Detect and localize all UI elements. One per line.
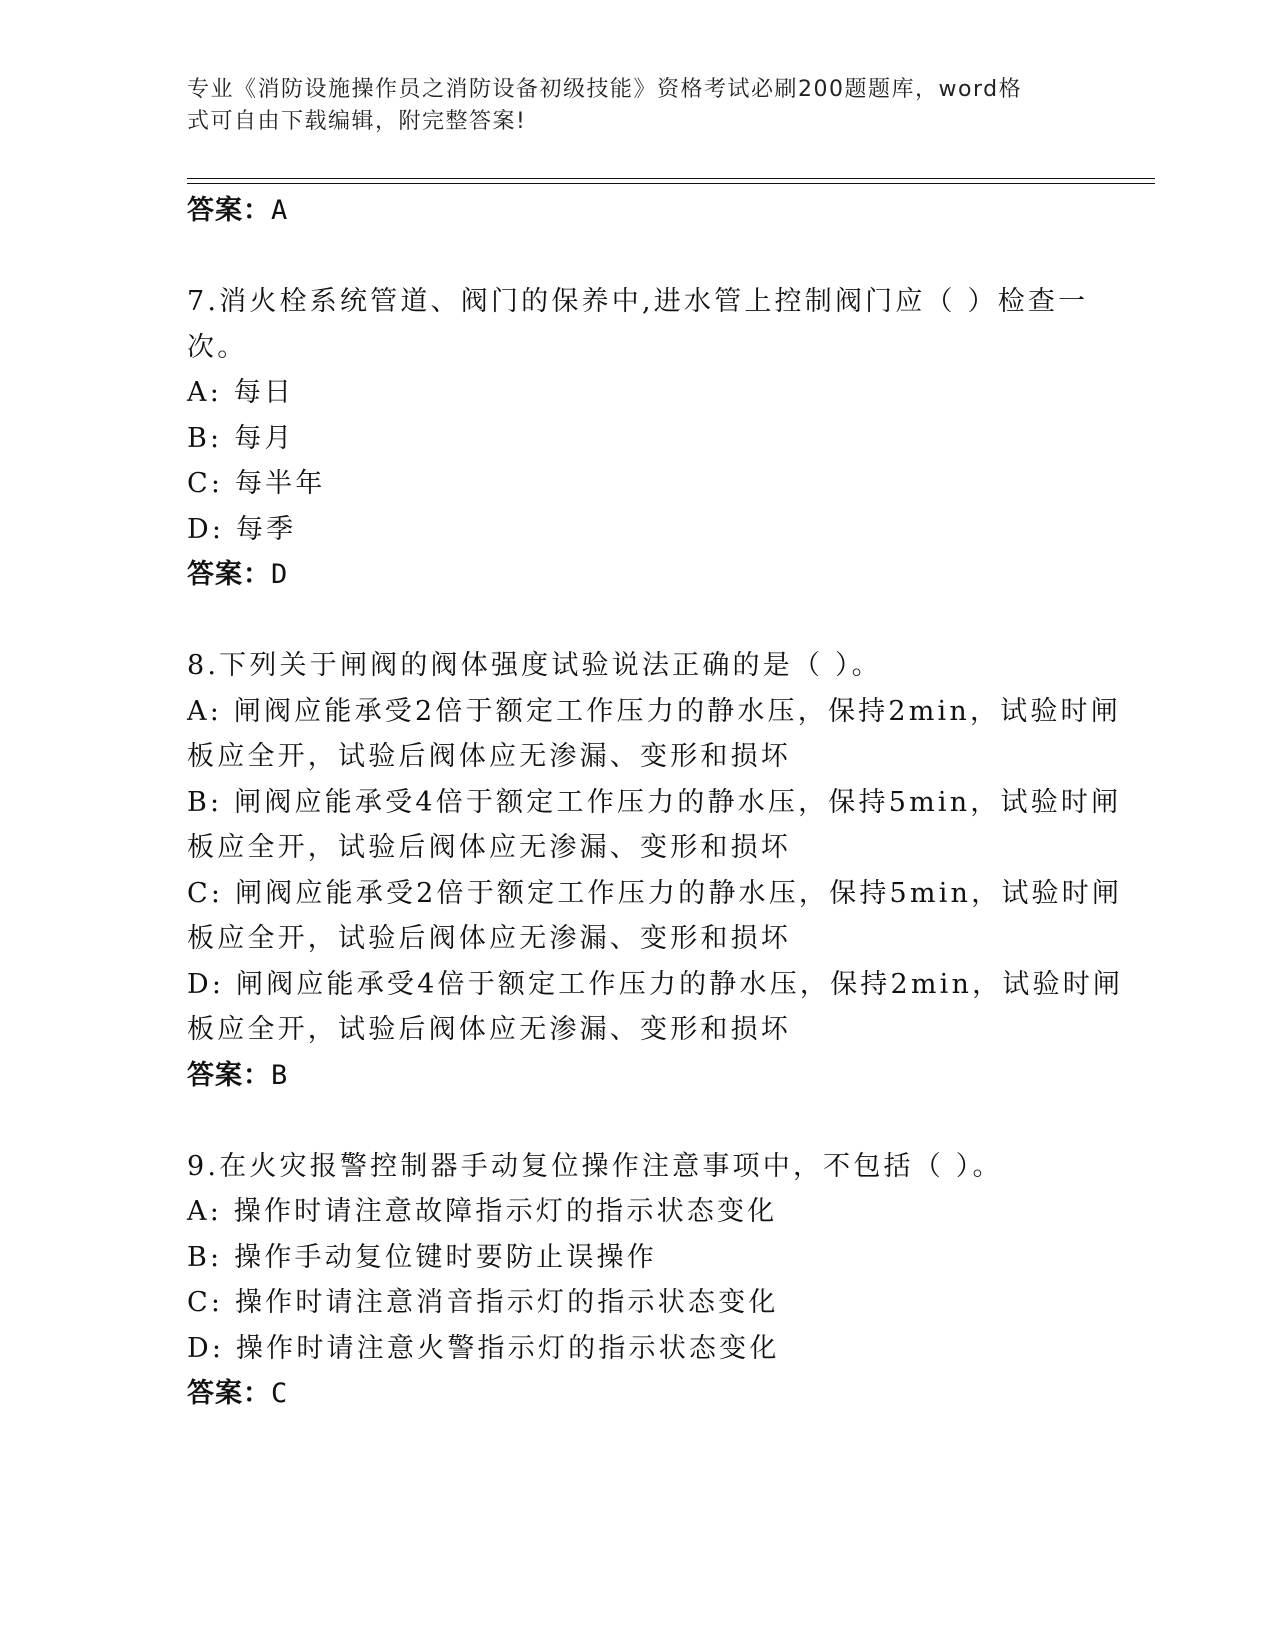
option-d: D: 闸阀应能承受4倍于额定工作压力的静水压，保持2min，试验时闸 bbox=[187, 968, 1124, 1000]
answer-line bbox=[187, 188, 1087, 234]
option-b: B: 每月 bbox=[187, 422, 295, 454]
document-header bbox=[187, 74, 1067, 138]
question-8 bbox=[187, 643, 1124, 1098]
option-a: A: 操作时请注意故障指示灯的指示状态变化 bbox=[187, 1196, 778, 1227]
question-stem: 7.消火栓系统管道、阀门的保养中,进水管上控制阀门应（ ）检查一 bbox=[187, 286, 1089, 317]
option-d: D: 每季 bbox=[187, 513, 297, 545]
answer-line bbox=[187, 552, 1087, 598]
answer-line bbox=[187, 1053, 1087, 1099]
option-d-continued: 板应全开，试验后阀体应无渗漏、变形和损坏 bbox=[187, 1014, 791, 1045]
option-c: C: 闸阀应能承受2倍于额定工作压力的静水压，保持5min，试验时闸 bbox=[187, 877, 1123, 909]
question-7 bbox=[187, 279, 1087, 598]
answer-value: D bbox=[271, 559, 289, 590]
spacer bbox=[187, 1098, 1087, 1144]
option-c: C: 操作时请注意消音指示灯的指示状态变化 bbox=[187, 1287, 779, 1318]
option-c: C: 每半年 bbox=[187, 468, 326, 499]
question-9 bbox=[187, 1144, 1087, 1417]
option-a: A: 每日 bbox=[187, 377, 295, 408]
answer-label: 答案： bbox=[187, 195, 271, 226]
header-line-1: 专业《消防设施操作员之消防设备初级技能》资格考试必刷200题题库，word格 bbox=[187, 77, 1023, 102]
option-b: B: 闸阀应能承受4倍于额定工作压力的静水压，保持5min，试验时闸 bbox=[187, 786, 1122, 818]
answer-label: 答案： bbox=[187, 559, 271, 590]
answer-label: 答案： bbox=[187, 1059, 271, 1091]
spacer bbox=[187, 598, 1087, 644]
question-list bbox=[187, 188, 1124, 1417]
option-a-continued: 板应全开，试验后阀体应无渗漏、变形和损坏 bbox=[187, 741, 791, 772]
header-divider-top bbox=[187, 178, 1155, 179]
option-b: B: 操作手动复位键时要防止误操作 bbox=[187, 1241, 657, 1273]
answer-line bbox=[187, 1371, 1087, 1417]
question-stem-continued: 次。 bbox=[187, 331, 248, 363]
answer-value: B bbox=[271, 1059, 289, 1091]
answer-label: 答案： bbox=[187, 1378, 271, 1409]
header-divider-bottom bbox=[187, 183, 1155, 184]
option-c-continued: 板应全开，试验后阀体应无渗漏、变形和损坏 bbox=[187, 923, 791, 954]
answer-value: C bbox=[271, 1378, 289, 1409]
question-stem: 8.下列关于闸阀的阀体强度试验说法正确的是（ ）。 bbox=[187, 650, 882, 681]
question-stem: 9.在火灾报警控制器手动复位操作注意事项中，不包括（ ）。 bbox=[187, 1150, 1003, 1182]
option-b-continued: 板应全开，试验后阀体应无渗漏、变形和损坏 bbox=[187, 832, 791, 863]
option-a: A: 闸阀应能承受2倍于额定工作压力的静水压，保持2min，试验时闸 bbox=[187, 695, 1121, 727]
answer-value: A bbox=[271, 195, 289, 226]
header-line-2: 式可自由下载编辑，附完整答案! bbox=[187, 109, 527, 134]
option-d: D: 操作时请注意火警指示灯的指示状态变化 bbox=[187, 1332, 780, 1364]
spacer bbox=[187, 234, 1087, 280]
